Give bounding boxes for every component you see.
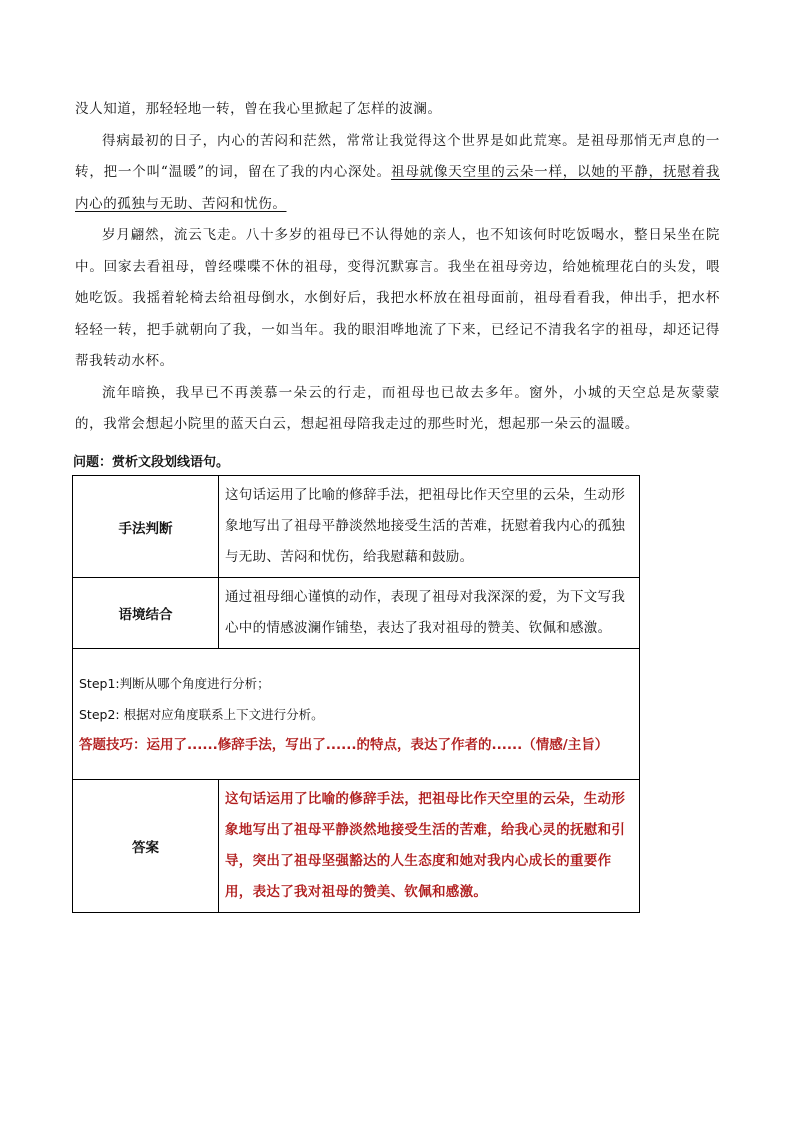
context-text: 通过祖母细心谨慎的动作，表现了祖母对我深深的爱，为下文写我心中的情感波澜作铺垫，表达了我对祖母的赞美、钦佩和感激。: [219, 578, 640, 649]
passage-paragraph-1: 没人知道，那轻轻地一转，曾在我心里掀起了怎样的波澜。: [75, 101, 442, 117]
technique-label: 手法判断: [73, 476, 219, 578]
step-1: Step1:判断从哪个角度进行分析；: [79, 675, 270, 691]
context-label: 语境结合: [73, 578, 219, 649]
context-row: [73, 578, 640, 649]
answer-text: 这句话运用了比喻的修辞手法，把祖母比作天空里的云朵，生动形象地写出了祖母平静淡然地接受生活的苦难，给我心灵的抚慰和引导，突出了祖母坚强豁达的人生态度和她对我内心成长的重要作用，表达了我对祖母的赞美、钦佩和感激。: [219, 780, 640, 913]
analysis-table: [72, 475, 640, 913]
passage-paragraph-3: 岁月翩然，流云飞走。八十多岁的祖母已不认得她的亲人，也不知该何时吃饭喝水，整日呆坐在院中。回家去看祖母，曾经喋喋不休的祖母，变得沉默寡言。我坐在祖母旁边，给她梳理花白的头发，喂她吃饭。我摇着轮椅去给祖母倒水，水倒好后，我把水杯放在祖母面前，祖母看看我，伸出手，把水杯轻轻一转，把手就朝向了我，一如当年。我的眼泪哗地流了下来，已经记不清我名字的祖母，却还记得帮我转动水杯。: [75, 227, 720, 369]
passage-paragraph-2: [75, 126, 720, 221]
passage-paragraph-4: 流年暗换，我早已不再羡慕一朵云的行走，而祖母也已故去多年。窗外，小城的天空总是灰蒙蒙的，我常会想起小院里的蓝天白云，想起祖母陪我走过的那些时光，想起那一朵云的温暖。: [75, 384, 720, 432]
question-heading: 问题：赏析文段划线语句。: [73, 455, 230, 470]
answer-label: 答案: [73, 780, 219, 913]
method-row: [73, 649, 640, 780]
technique-row: [73, 476, 640, 578]
method-cell: [73, 649, 640, 780]
reading-passage: [75, 94, 720, 441]
passage-paragraph-2-text: 得病最初的日子，内心的苦闷和茫然，常常让我觉得这个世界是如此荒寒。是祖母那悄无声息的一转，把一个叫“温暖”的词，留在了我的内心深处。: [75, 132, 720, 180]
technique-text: 这句话运用了比喻的修辞手法，把祖母比作天空里的云朵，生动形象地写出了祖母平静淡然地接受生活的苦难，抚慰着我内心的孤独与无助、苦闷和忧伤，给我慰藉和鼓励。: [219, 476, 640, 578]
answer-row: [73, 780, 640, 913]
answer-tip: 答题技巧：运用了......修辞手法，写出了......的特点，表达了作者的......（情感/主旨）: [79, 736, 609, 753]
underlined-sentence: 祖母就像天空里的云朵一样，以她的平静，抚慰着我内心的孤独与无助、苦闷和忧伤。: [75, 164, 720, 212]
step-2: Step2: 根据对应角度联系上下文进行分析。: [79, 706, 324, 722]
